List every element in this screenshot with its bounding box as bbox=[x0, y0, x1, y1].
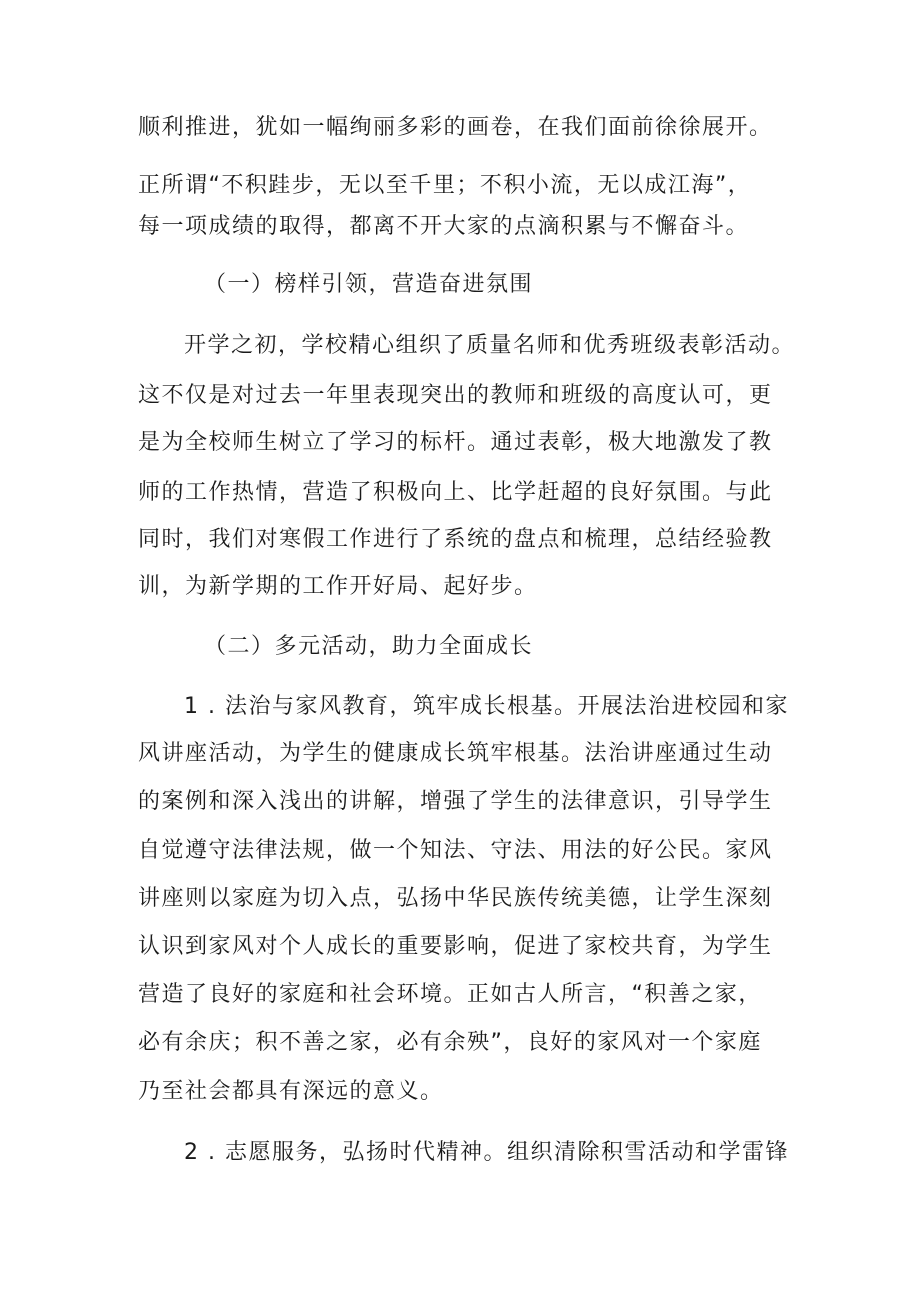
paragraph-line: 训，为新学期的工作开好局、起好步。 bbox=[138, 574, 538, 599]
section-heading: （一）榜样引领，营造奋进氛围 bbox=[204, 272, 534, 297]
section-heading: （二）多元活动，助力全面成长 bbox=[204, 634, 534, 659]
paragraph-line: 这不仅是对过去一年里表现突出的教师和班级的高度认可，更 bbox=[138, 383, 773, 408]
paragraph-line: 1 . 法治与家风教育，筑牢成长根基。开展法治进校园和家 bbox=[184, 694, 789, 719]
paragraph-line: 风讲座活动，为学生的健康成长筑牢根基。法治讲座通过生动 bbox=[138, 741, 773, 766]
paragraph-line: 同时，我们对寒假工作进行了系统的盘点和梳理，总结经验教 bbox=[138, 527, 773, 552]
paragraph-line: 开学之初，学校精心组织了质量名师和优秀班级表彰活动。 bbox=[184, 333, 796, 358]
paragraph-line: 乃至社会都具有深远的意义。 bbox=[138, 1079, 444, 1104]
paragraph-line: 营造了良好的家庭和社会环境。正如古人所言，“积善之家， bbox=[138, 982, 762, 1007]
paragraph-line: 是为全校师生树立了学习的标杆。通过表彰，极大地激发了教 bbox=[138, 430, 773, 455]
paragraph-line: 正所谓“不积跬步，无以至千里；不积小流，无以成江海”， bbox=[138, 173, 752, 198]
paragraph-line: 认识到家风对个人成长的重要影响，促进了家校共育，为学生 bbox=[138, 934, 773, 959]
paragraph-line: 每一项成绩的取得，都离不开大家的点滴积累与不懈奋斗。 bbox=[138, 214, 750, 239]
paragraph-line: 必有余庆；积不善之家，必有余殃”，良好的家风对一个家庭 bbox=[138, 1030, 762, 1055]
paragraph-line: 讲座则以家庭为切入点，弘扬中华民族传统美德，让学生深刻 bbox=[138, 886, 773, 911]
paragraph-line: 的案例和深入浅出的讲解，增强了学生的法律意识，引导学生 bbox=[138, 789, 773, 814]
paragraph-line: 顺利推进，犹如一幅绚丽多彩的画卷，在我们面前徐徐展开。 bbox=[138, 115, 773, 140]
paragraph-line: 2 . 志愿服务，弘扬时代精神。组织清除积雪活动和学雷锋 bbox=[184, 1140, 789, 1165]
paragraph-line: 自觉遵守法律法规，做一个知法、守法、用法的好公民。家风 bbox=[138, 838, 773, 863]
paragraph-line: 师的工作热情，营造了积极向上、比学赶超的良好氛围。与此 bbox=[138, 480, 773, 505]
